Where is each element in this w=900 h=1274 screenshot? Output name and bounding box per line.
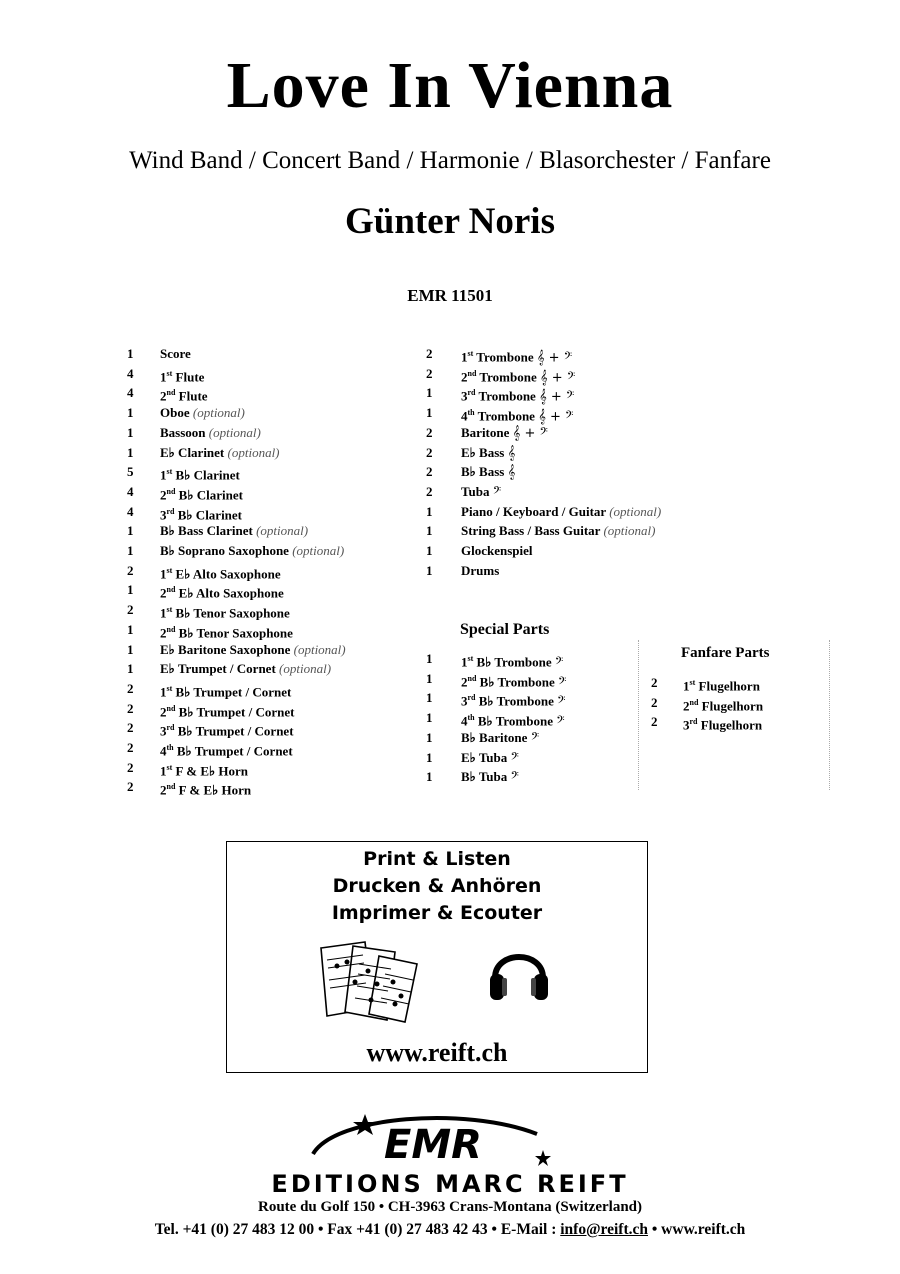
emr-logo (305, 1110, 560, 1172)
emr-logo-text: EMR (384, 1122, 482, 1168)
part-ordinal: 2 (160, 703, 167, 719)
part-name: Score (160, 346, 191, 361)
part-quantity: 1 (426, 729, 433, 745)
part-quantity: 4 (127, 365, 134, 381)
ordinal-suffix: st (467, 349, 474, 358)
part-ordinal: 2 (160, 782, 167, 798)
part-name-group (461, 405, 573, 425)
part-name-group (461, 690, 565, 710)
part-name: B♭ Trumpet / Cornet (178, 703, 295, 719)
part-name-group (461, 484, 501, 501)
part-quantity: 2 (426, 365, 433, 381)
part-name: B♭ Clarinet (178, 487, 243, 503)
ordinal-suffix: th (467, 713, 475, 723)
ordinal-suffix: rd (166, 723, 175, 733)
part-name: Flugelhorn (698, 678, 760, 694)
part-quantity: 2 (426, 483, 433, 499)
part-quantity: 1 (127, 424, 134, 440)
part-quantity: 2 (127, 759, 134, 775)
part-quantity: 5 (127, 464, 134, 480)
clef-icon: 𝄢 (530, 730, 540, 746)
print-listen-line-fr: Imprimer & Ecouter (331, 902, 543, 924)
ordinal-suffix: th (166, 743, 174, 752)
part-name: B♭ Clarinet (177, 506, 243, 522)
part-name: F & E♭ Horn (175, 763, 248, 779)
part-name-group (461, 750, 519, 767)
part-name-group (461, 769, 519, 786)
part-quantity: 2 (127, 562, 134, 578)
part-name: B♭ Tenor Saxophone (178, 625, 293, 641)
ordinal-suffix: rd (166, 506, 175, 516)
part-name-group (461, 504, 661, 520)
clef-icon: 𝄞 + 𝄢 (536, 350, 573, 366)
headphones-icon (487, 940, 551, 1006)
ordinal-suffix: st (166, 762, 173, 772)
part-name-group (461, 464, 515, 481)
part-quantity: 1 (127, 444, 134, 460)
part-name: String Bass / Bass Guitar (461, 523, 601, 539)
ensemble-subtitle: Wind Band / Concert Band / Harmonie / Blasorchester / Fanfare (129, 147, 771, 174)
part-name-group (461, 730, 539, 747)
clef-icon: 𝄢 (510, 750, 519, 766)
website-url[interactable]: www.reift.ch (366, 1038, 508, 1067)
part-ordinal: 3 (160, 723, 167, 739)
fanfare-parts-heading: Fanfare Parts (681, 645, 770, 661)
part-quantity: 1 (426, 749, 433, 765)
contact-phone-fax: Tel. +41 (0) 27 483 12 00 • Fax +41 (0) 27 483 42 43 • E-Mail : (154, 1221, 561, 1238)
part-quantity: 2 (651, 714, 658, 729)
part-name-group (160, 681, 291, 700)
part-name: B♭ Trumpet / Cornet (176, 743, 293, 759)
part-ordinal: 1 (160, 763, 167, 779)
optional-note: (optional) (227, 444, 280, 460)
part-name: F & E♭ Horn (178, 782, 252, 798)
part-quantity: 1 (127, 543, 134, 558)
part-ordinal: 2 (160, 487, 167, 503)
ordinal-suffix: st (166, 368, 173, 378)
part-ordinal: 1 (160, 566, 167, 582)
part-name: E♭ Tuba (461, 749, 508, 765)
ordinal-suffix: nd (166, 624, 176, 634)
part-name: B♭ Trombone (477, 713, 553, 729)
ordinal-suffix: th (467, 408, 475, 418)
part-name: Trombone (476, 349, 534, 365)
clef-icon: 𝄢 (510, 770, 519, 786)
part-quantity: 4 (127, 483, 134, 499)
part-name-group (461, 563, 499, 579)
clef-icon: 𝄞 (507, 465, 516, 481)
part-name-group (160, 563, 281, 582)
optional-note: (optional) (279, 661, 332, 677)
ordinal-suffix: st (166, 605, 173, 615)
part-name-group (160, 701, 294, 720)
clef-icon: 𝄢 (492, 484, 502, 500)
part-name: B♭ Tenor Saxophone (175, 605, 290, 621)
clef-icon: 𝄢 (554, 655, 564, 671)
part-name: Trombone (478, 388, 536, 404)
part-name-group (461, 445, 515, 462)
part-name: B♭ Soprano Saxophone (160, 543, 289, 558)
part-quantity: 1 (426, 710, 433, 726)
clef-icon: 𝄞 + 𝄢 (539, 370, 576, 386)
part-quantity: 2 (651, 694, 658, 710)
part-ordinal: 1 (160, 369, 167, 385)
part-name: B♭ Trombone (479, 674, 555, 690)
part-name: Piano / Keyboard / Guitar (461, 503, 606, 519)
optional-note: (optional) (293, 641, 346, 657)
sheet-music-icon (313, 938, 425, 1024)
part-quantity: 1 (426, 523, 433, 539)
publisher-address: Route du Golf 150 • CH-3963 Crans-Montana (Switzerland) (258, 1199, 642, 1215)
part-name-group (160, 642, 346, 658)
part-quantity: 1 (426, 651, 433, 666)
part-quantity: 1 (426, 670, 433, 686)
part-name: E♭ Bass (461, 444, 505, 460)
part-name-group (461, 543, 533, 559)
part-name-group (160, 720, 294, 739)
part-name-group (160, 740, 293, 759)
part-quantity: 1 (127, 346, 134, 361)
part-name: B♭ Trumpet / Cornet (177, 723, 294, 739)
part-name-group (160, 346, 191, 362)
part-ordinal: 1 (160, 467, 167, 483)
part-quantity: 1 (426, 385, 433, 401)
part-ordinal: 1 (683, 678, 690, 694)
part-ordinal: 4 (461, 408, 468, 424)
part-name: Trombone (477, 408, 535, 424)
ordinal-suffix: nd (166, 703, 176, 713)
part-name: Bassoon (160, 424, 206, 440)
part-name: E♭ Clarinet (160, 444, 225, 460)
part-ordinal: 1 (461, 654, 468, 670)
clef-icon: 𝄞 + 𝄢 (538, 409, 574, 425)
part-ordinal: 3 (160, 506, 167, 522)
print-listen-line-de: Drucken & Anhören (332, 875, 542, 897)
part-name: B♭ Bass (461, 464, 505, 480)
part-quantity: 1 (127, 661, 134, 677)
ordinal-suffix: st (166, 467, 173, 477)
part-name: Baritone (461, 424, 510, 440)
divider-left (638, 640, 639, 790)
part-ordinal: 2 (160, 388, 167, 404)
part-name: B♭ Baritone (461, 729, 528, 745)
part-name: E♭ Alto Saxophone (178, 585, 284, 601)
part-ordinal: 2 (461, 674, 468, 690)
part-quantity: 1 (426, 769, 433, 785)
composer-name: Günter Noris (344, 201, 555, 242)
part-ordinal: 2 (683, 697, 690, 713)
part-name: Trombone (479, 369, 537, 385)
part-name-group (683, 675, 760, 694)
part-name: Oboe (160, 405, 190, 421)
part-name: Tuba (461, 483, 490, 499)
ordinal-suffix: rd (689, 717, 698, 726)
ordinal-suffix: nd (166, 782, 176, 792)
ordinal-suffix: nd (467, 673, 477, 683)
part-name-group (160, 425, 261, 441)
part-name-group (160, 484, 243, 503)
part-ordinal: 1 (160, 605, 167, 621)
part-quantity: 1 (426, 503, 433, 519)
clef-icon: 𝄢 (558, 675, 567, 691)
part-name-group (461, 425, 548, 442)
part-name-group (160, 543, 344, 559)
part-ordinal: 1 (160, 684, 167, 700)
part-name: E♭ Baritone Saxophone (160, 641, 291, 657)
part-name: E♭ Alto Saxophone (175, 566, 281, 582)
part-name: B♭ Clarinet (175, 467, 240, 483)
optional-note: (optional) (192, 405, 245, 421)
part-name-group (160, 464, 240, 483)
optional-note: (optional) (609, 503, 662, 519)
clef-icon: 𝄞 + 𝄢 (512, 425, 548, 441)
part-ordinal: 2 (160, 585, 167, 601)
part-ordinal: 3 (683, 717, 690, 733)
part-ordinal: 2 (160, 625, 167, 641)
ordinal-suffix: st (166, 565, 173, 575)
part-quantity: 2 (127, 680, 134, 696)
part-name-group (160, 779, 251, 798)
part-name: E♭ Trumpet / Cornet (160, 661, 276, 677)
part-name-group (160, 661, 331, 677)
part-ordinal: 4 (160, 743, 167, 759)
contact-website: • www.reift.ch (648, 1221, 746, 1238)
part-name-group (160, 385, 208, 404)
part-name-group (160, 405, 245, 421)
catalog-number: EMR 11501 (407, 286, 493, 305)
optional-note: (optional) (292, 543, 345, 558)
part-name: B♭ Trombone (478, 693, 554, 709)
part-ordinal: 3 (461, 693, 468, 709)
ordinal-suffix: nd (166, 486, 176, 496)
divider-right (829, 640, 830, 790)
part-quantity: 1 (127, 523, 134, 539)
part-name-group (461, 671, 566, 691)
part-quantity: 1 (127, 621, 134, 637)
ordinal-suffix: nd (166, 585, 176, 595)
part-name: Glockenspiel (461, 543, 533, 558)
ordinal-suffix: nd (166, 388, 176, 398)
part-quantity: 1 (426, 562, 433, 578)
part-quantity: 1 (127, 641, 134, 657)
part-quantity: 1 (127, 405, 134, 421)
part-quantity: 2 (426, 424, 433, 440)
clef-icon: 𝄢 (556, 714, 565, 730)
part-name-group (160, 760, 248, 779)
part-name-group (461, 523, 655, 539)
part-quantity: 4 (127, 503, 134, 519)
part-name-group (683, 695, 763, 714)
part-name: B♭ Bass Clarinet (160, 523, 253, 539)
print-listen-line-en: Print & Listen (363, 848, 511, 870)
part-quantity: 2 (426, 464, 433, 480)
part-name: Flute (175, 369, 205, 385)
part-quantity: 1 (426, 405, 433, 421)
email-link[interactable]: info@reift.ch (560, 1221, 648, 1238)
part-ordinal: 3 (461, 388, 468, 404)
piece-title: Love In Vienna (226, 49, 674, 122)
part-name: B♭ Tuba (461, 769, 508, 785)
part-quantity: 2 (426, 444, 433, 460)
clef-icon: 𝄞 + 𝄢 (539, 389, 575, 405)
part-ordinal: 2 (461, 369, 468, 385)
part-name: B♭ Trumpet / Cornet (175, 684, 292, 700)
part-name-group (160, 366, 204, 385)
part-name-group (160, 582, 284, 601)
part-quantity: 4 (127, 385, 134, 401)
ordinal-suffix: st (166, 683, 173, 693)
part-name-group (461, 346, 572, 366)
part-name: Drums (461, 562, 500, 578)
part-quantity: 2 (426, 346, 433, 361)
ordinal-suffix: st (467, 654, 474, 663)
ordinal-suffix: rd (467, 693, 476, 703)
part-quantity: 1 (127, 582, 134, 598)
part-name: B♭ Trombone (476, 654, 552, 670)
clef-icon: 𝄞 (507, 445, 516, 461)
part-quantity: 2 (127, 740, 134, 755)
part-quantity: 1 (426, 543, 433, 558)
ordinal-suffix: st (689, 678, 696, 687)
part-quantity: 2 (127, 779, 134, 795)
optional-note: (optional) (603, 523, 656, 539)
part-quantity: 2 (127, 720, 134, 736)
clef-icon: 𝄢 (557, 694, 566, 710)
part-quantity: 1 (426, 690, 433, 706)
part-name-group (461, 710, 565, 730)
publisher-wordmark: EDITIONS MARC REIFT (271, 1170, 629, 1198)
part-name: Flugelhorn (700, 717, 763, 733)
part-quantity: 2 (127, 602, 134, 618)
special-parts-heading: Special Parts (460, 621, 550, 638)
optional-note: (optional) (256, 523, 309, 539)
publisher-contact (0, 1221, 900, 1239)
ordinal-suffix: nd (689, 697, 699, 707)
part-name-group (683, 714, 762, 733)
part-name-group (160, 602, 290, 621)
part-name: Flugelhorn (701, 697, 764, 713)
part-ordinal: 4 (461, 713, 468, 729)
part-name-group (160, 523, 308, 539)
part-quantity: 2 (651, 675, 658, 690)
part-name: Flute (178, 388, 208, 404)
part-ordinal: 1 (461, 349, 468, 365)
optional-note: (optional) (208, 424, 261, 440)
part-name-group (160, 445, 280, 461)
part-name-group (461, 366, 575, 386)
part-name-group (461, 651, 563, 671)
part-name-group (160, 504, 242, 523)
part-quantity: 2 (127, 700, 134, 716)
part-name-group (160, 622, 293, 641)
ordinal-suffix: rd (467, 388, 476, 398)
part-name-group (461, 385, 574, 405)
print-listen-box (226, 841, 648, 1073)
ordinal-suffix: nd (467, 368, 477, 378)
